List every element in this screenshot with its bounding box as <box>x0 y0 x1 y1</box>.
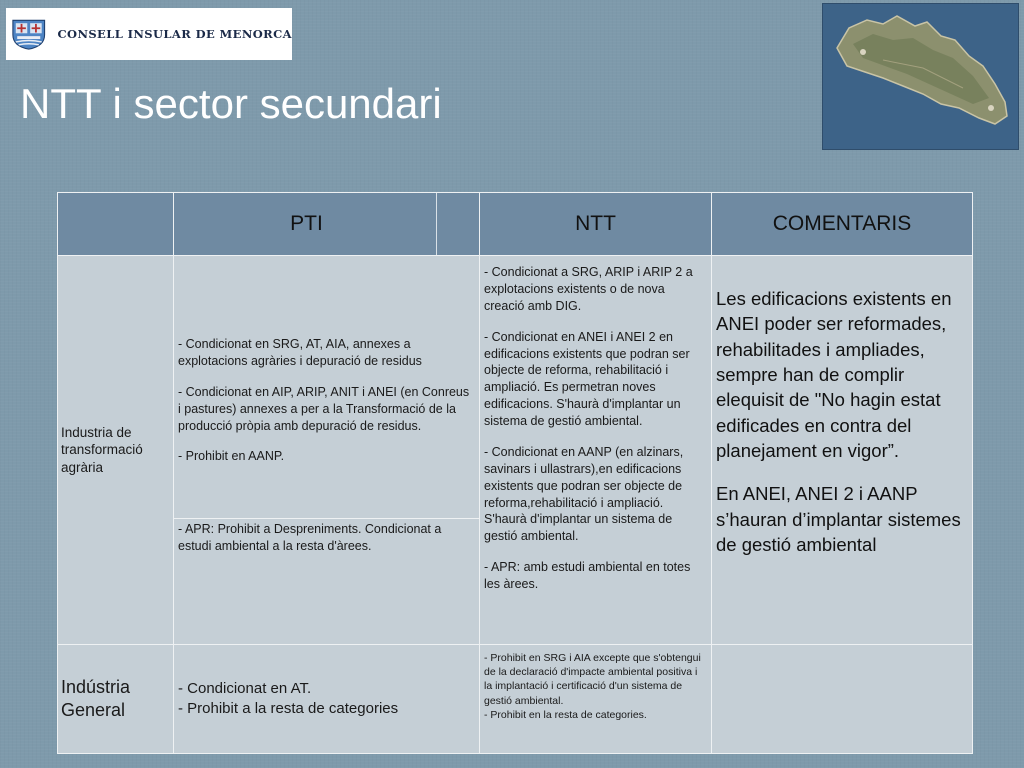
pti-rule: - Prohibit en AANP. <box>178 449 285 464</box>
category-general-industry: Indústria General <box>58 645 174 754</box>
header-ntt: NTT <box>480 193 712 256</box>
pti-apr-cell <box>174 519 480 645</box>
comments-cell <box>712 256 973 645</box>
table-row <box>58 256 973 519</box>
ntt-rule: - Prohibit en SRG i AIA excepte que s'obtengui de la declaració d'impacte ambiental positiva i la implantació i certificació d'un sistema de gestió ambiental. <box>484 652 701 707</box>
organization-logo-banner <box>6 8 292 60</box>
organization-name: CONSELL INSULAR DE MENORCA <box>57 27 292 41</box>
ntt-general-cell <box>480 645 712 754</box>
coat-of-arms-icon <box>10 11 47 57</box>
page-title: NTT i sector secundari <box>20 80 442 127</box>
ntt-rule: - Condicionat en ANEI i ANEI 2 en edificacions existents que podran ser objecte de reforma, rehabilitació i ampliació. Es permetran noves edificacions. S'haurà d'implantar un sistema de gestió ambiental. <box>484 329 690 428</box>
pti-rule: - Prohibit a la resta de categories <box>178 700 399 717</box>
regulation-table <box>57 192 973 754</box>
pti-agricultural-cell <box>174 256 480 519</box>
ntt-agricultural-cell <box>480 256 712 645</box>
ntt-rule: - Condicionat a SRG, ARIP i ARIP 2 a explotacions existents o de nova creació amb DIG. <box>484 265 693 313</box>
menorca-island-icon <box>823 4 1018 149</box>
pti-rule: - Condicionat en SRG, AT, AIA, annexes a explotacions agràries i depuració de residus <box>178 337 422 368</box>
pti-rule: - APR: Prohibit a Despreniments. Condicionat a estudi ambiental a la resta d'àrees. <box>178 522 442 553</box>
island-map-image <box>822 3 1019 150</box>
table-header-row <box>58 193 973 256</box>
header-comentaris: COMENTARIS <box>712 193 973 256</box>
header-pti <box>174 193 480 256</box>
comments-empty-cell <box>712 645 973 754</box>
pti-rule: - Condicionat en AT. <box>178 679 312 697</box>
table-row <box>58 645 973 754</box>
header-pti-label: PTI <box>290 212 323 235</box>
category-agricultural-industry: Industria de transformació agrària <box>58 256 174 645</box>
header-category-cell <box>58 193 174 256</box>
header-divider <box>436 193 437 255</box>
ntt-rule: - Prohibit en la resta de categories. <box>484 708 647 721</box>
pti-rule: - Condicionat en AIP, ARIP, ANIT i ANEI (en Conreus i pastures) annexes a per a la Transformació de la producció pròpia amb depuració de residus. <box>178 384 470 433</box>
pti-general-cell <box>174 645 480 754</box>
comment-paragraph: En ANEI, ANEI 2 i AANP s’hauran d’implantar sistemes de gestió ambiental <box>716 483 961 556</box>
comment-paragraph: Les edificacions existents en ANEI poder ser reformades, rehabilitades i ampliades, sempre han de complir elequisit de "No hagin estat edificades en contra del planejament en vigor”. <box>716 288 952 462</box>
ntt-rule: - APR: amb estudi ambiental en totes les àrees. <box>484 560 691 591</box>
ntt-rule: - Condicionat en AANP (en alzinars, savinars i ullastrars),en edificacions existents que podran ser objecte de reforma,rehabilitació i ampliació. S'haurà d'implantar un sistema de gestió ambiental. <box>484 444 684 544</box>
